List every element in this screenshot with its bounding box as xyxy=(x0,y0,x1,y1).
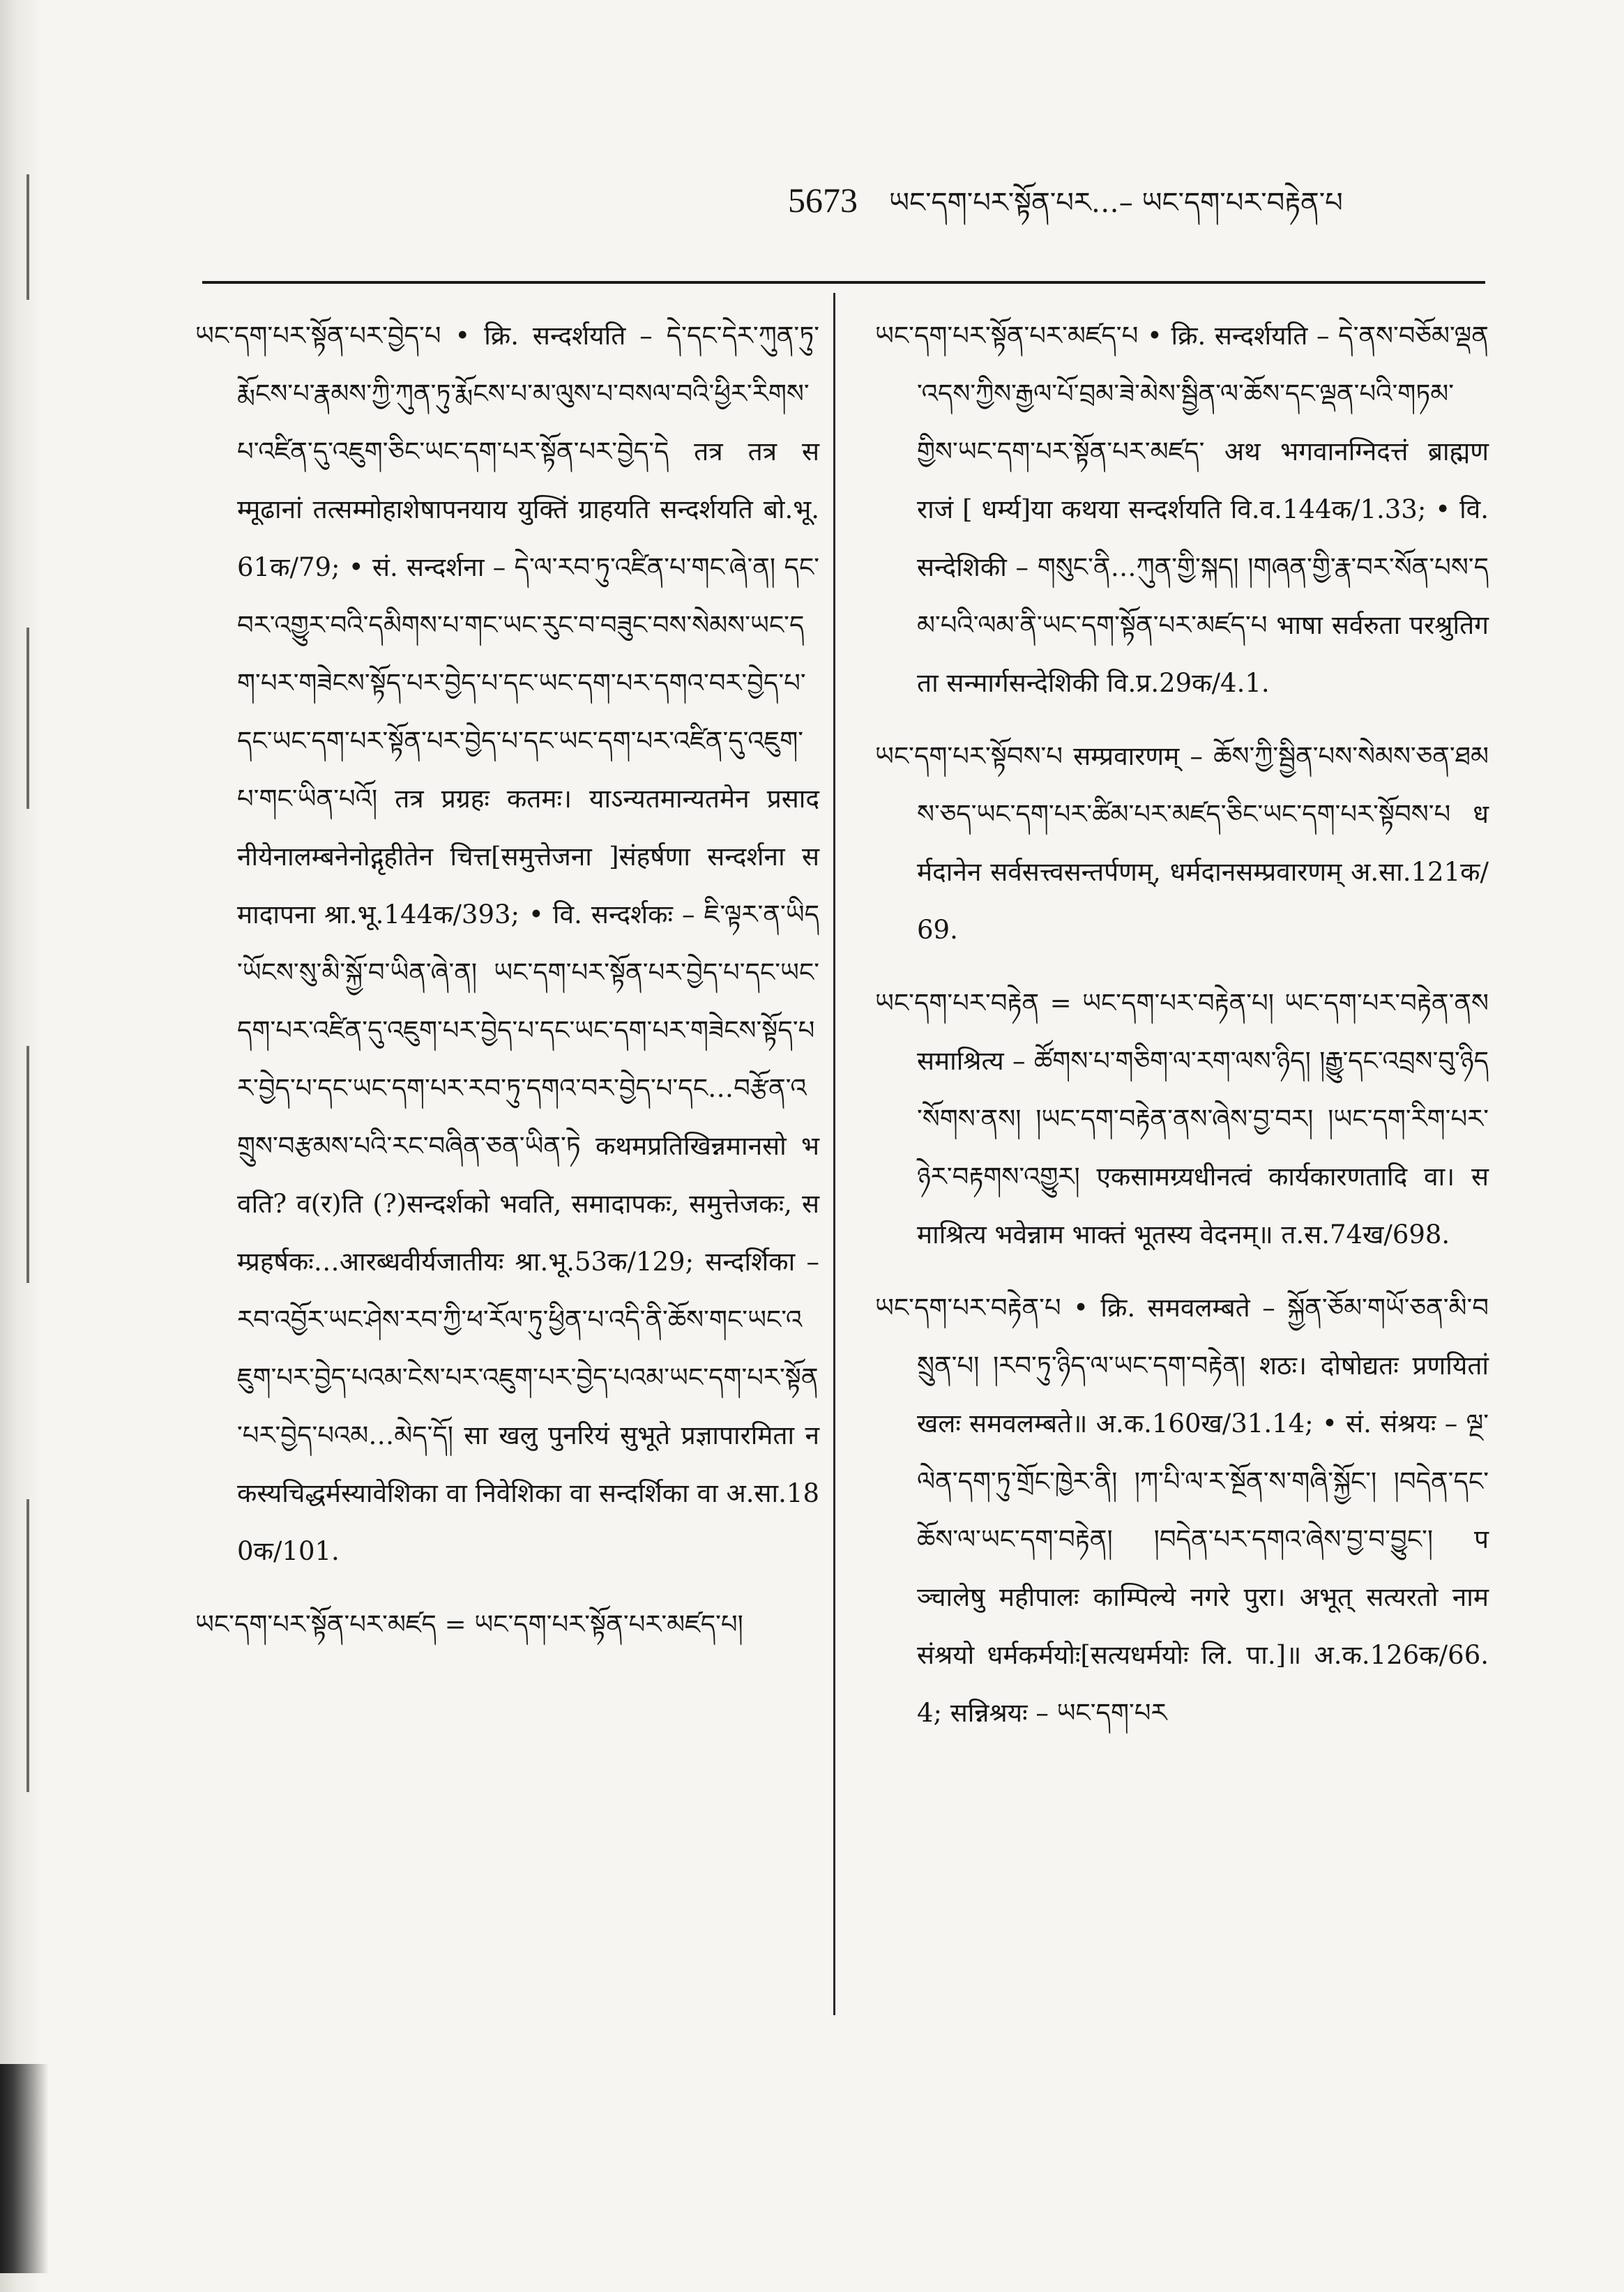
entry-body: • क्रि. सन्दर्शयति – དེ་དང་དེར་ཀུན་ཏུ་རྨོངས་པ་རྣམས་ཀྱི་ཀུན་ཏུ་རྨོངས་པ་མ་ལུས་པ་བསལ་བའི་ཕྱིར་རིགས་པ་འཛིན་དུ་འཇུག་ཅིང་ཡང་དག་པར་སྟོན་པར་བྱེད་དེ तत्र तत्र सम्मूढानां तत्सम्मोहाशेषापनयाय युक्तिं ग्राहयति सन्दर्शयति बो.भू.61क/79; • सं. सन्दर्शना – དེ་ལ་རབ་ཏུ་འཛིན་པ་གང་ཞེ་ན། དང་བར་འགྱུར་བའི་དམིགས་པ་གང་ཡང་རུང་བ་བཟུང་བས་སེམས་ཡང་དག་པར་གཟེངས་སྟོད་པར་བྱེད་པ་དང་ཡང་དག་པར་དགའ་བར་བྱེད་པ་དང་ཡང་དག་པར་སྟོན་པར་བྱེད་པ་དང་ཡང་དག་པར་འཛིན་དུ་འཇུག་པ་གང་ཡིན་པའོ། तत्र प्रग्रहः कतमः। याऽन्यतमान्यतमेन प्रसादनीयेनालम्बनेनोद्गृहीतेन चित्त[समुत्तेजना ]संहर्षणा सन्दर्शना समादापना श्रा.भू.144क/393; • वि. सन्दर्शकः – ཇི་ལྟར་ན་ཡིད་ཡོངས་སུ་མི་སྐྱོ་བ་ཡིན་ཞེ་ན། ཡང་དག་པར་སྟོན་པར་བྱེད་པ་དང་ཡང་དག་པར་འཛིན་དུ་འཇུག་པར་བྱེད་པ་དང་ཡང་དག་པར་གཟེངས་སྟོད་པར་བྱེད་པ་དང་ཡང་དག་པར་རབ་ཏུ་དགའ་བར་བྱེད་པ་དང…བརྩོན་འགྲུས་བརྩམས་པའི་རང་བཞིན་ཅན་ཡིན་ཏེ कथमप्रतिखिन्नमानसो भवति? व(र)ति (?)सन्दर्शको भवति, समादापकः, समुत्तेजकः, सम्प्रहर्षकः…आरब्धवीर्यजातीयः श्रा.भू.53क/129; सन्दर्शिका – རབ་འབྱོར་ཡང་ཤེས་རབ་ཀྱི་ཕ་རོལ་ཏུ་ཕྱིན་པ་འདི་ནི་ཆོས་གང་ཡང་འཇུག་པར་བྱེད་པའམ་ངེས་པར་འཇུག་པར་བྱེད་པའམ་ཡང་དག་པར་སྟོན་པར་བྱེད་པའམ…མེད་དོ། सा खलु पुनरियं सुभूते प्रज्ञापारमिता न कस्यचिद्धर्मस्यावेशिका वा निवेशिका वा सन्दर्शिका वा अ.सा.180क/101. xyxy=(237,321,819,1566)
left-column xyxy=(195,307,819,1669)
entry-body: • क्रि. समवलम्बते – སྐྱོན་ཅོམ་གཡོ་ཅན་མི་བསྲུན་པ། །རབ་ཏུ་ཉིད་ལ་ཡང་དག་བརྟེན། शठः। दोषोद्यतः प्रणयितां खलः समवलम्बते॥ अ.क.160ख/31.14; • सं. संश्रयः – ལྔ་ལེན་དག་ཏུ་གྲོང་ཁྱེར་ནི། །ཀ་པི་ལ་ར་སྔོན་ས་གཞི་སྐྱོང་། །བདེན་དང་ཆོས་ལ་ཡང་དག་བརྟེན། །བདེན་པར་དགའ་ཞེས་བྱ་བ་བྱུང་། पञ्चालेषु महीपालः काम्पिल्ये नगरे पुरा। अभूत् सत्यरतो नाम संश्रयो धर्मकर्मयोः[सत्यधर्मयोः लि. पा.]॥ अ.क.126क/66.4; सन्निश्रयः – ཡང་དག་པར xyxy=(917,1293,1489,1728)
entry-body: = ཡང་དག་པར་བརྟེན་པ། ཡང་དག་པར་བརྟེན་ནས समाश्रित्य – ཚོགས་པ་གཅིག་ལ་རག་ལས་ཉིད། །རྒྱུ་དང་འབྲས་བུ་ཉིད་སོགས་ནས། །ཡང་དག་བརྟེན་ནས་ཞེས་བྱ་བར། །ཡང་དག་རིག་པར་ཉེར་བརྟགས་འགྱུར། एकसामग्र्यधीनत्वं कार्यकारणतादि वा। समाश्रित्य भवेन्नाम भाक्तं भूतस्य वेदनम्॥ त.स.74ख/698. xyxy=(917,988,1489,1250)
dictionary-entry xyxy=(875,974,1489,1263)
header-rule xyxy=(202,281,1485,284)
entry-body: सम्प्रवारणम् – ཆོས་ཀྱི་སྦྱིན་པས་སེམས་ཅན་ཐམས་ཅད་ཡང་དག་པར་ཚིམ་པར་མཛད་ཅིང་ཡང་དག་པར་སྟོབས་པ धर्मदानेन सर्वसत्त्वसन्तर्पणम्, धर्मदानसम्प्रवारणम् अ.सा.121क/69. xyxy=(917,741,1489,945)
scan-speck xyxy=(26,1499,29,1792)
dictionary-entry xyxy=(195,307,819,1580)
entry-body: = ཡང་དག་པར་སྟོན་པར་མཛད་པ། xyxy=(436,1609,743,1639)
running-head: ཡང་དག་པར་སྟོན་པར…– ཡང་དག་པར་བརྟེན་པ xyxy=(889,187,1343,219)
scan-speck xyxy=(26,628,29,809)
dictionary-entry xyxy=(875,727,1489,959)
entry-headword: ཡང་དག་པར་སྟོན་པར་མཛད xyxy=(195,1609,437,1639)
scan-speck xyxy=(26,1046,29,1283)
entry-headword: ཡང་དག་པར་བརྟེན xyxy=(875,988,1040,1018)
scan-speck xyxy=(26,174,29,300)
dictionary-entry xyxy=(875,307,1489,712)
dictionary-entry xyxy=(875,1279,1489,1742)
right-column xyxy=(875,307,1489,1757)
entry-headword: ཡང་དག་པར་སྟོན་པར་མཛད་པ xyxy=(875,321,1139,351)
scan-edge xyxy=(0,0,42,2292)
dictionary-entry xyxy=(195,1595,819,1653)
page-number: 5673 xyxy=(788,181,858,220)
page-header xyxy=(788,171,1499,227)
entry-headword: ཡང་དག་པར་སྟོན་པར་བྱེད་པ xyxy=(195,321,441,351)
scan-shadow xyxy=(0,2064,49,2273)
entry-headword: ཡང་དག་པར་བརྟེན་པ xyxy=(875,1293,1061,1323)
entry-body: • क्रि. सन्दर्शयति – དེ་ནས་བཅོམ་ལྡན་འདས་ཀྱིས་རྒྱལ་པོ་བྲམ་ཟེ་མེས་སྦྱིན་ལ་ཆོས་དང་ལྡན་པའི་གཏམ་གྱིས་ཡང་དག་པར་སྟོན་པར་མཛད་ अथ भगवानग्निदत्तं ब्राह्मणराजं [ धर्म्य]या कथया सन्दर्शयति वि.व.144क/1.33; • वि. सन्देशिकी – གསུང་ནི…ཀུན་གྱི་སྐད། །གཞན་གྱི་རྣ་བར་སོན་པས་དམ་པའི་ལམ་ནི་ཡང་དག་སྟོན་པར་མཛད་པ भाषा सर्वरुता परश्रुतिगता सन्मार्गसन्देशिकी वि.प्र.29क/4.1. xyxy=(917,321,1489,698)
column-divider xyxy=(833,293,835,2015)
entry-headword: ཡང་དག་པར་སྟོབས་པ xyxy=(875,741,1063,771)
